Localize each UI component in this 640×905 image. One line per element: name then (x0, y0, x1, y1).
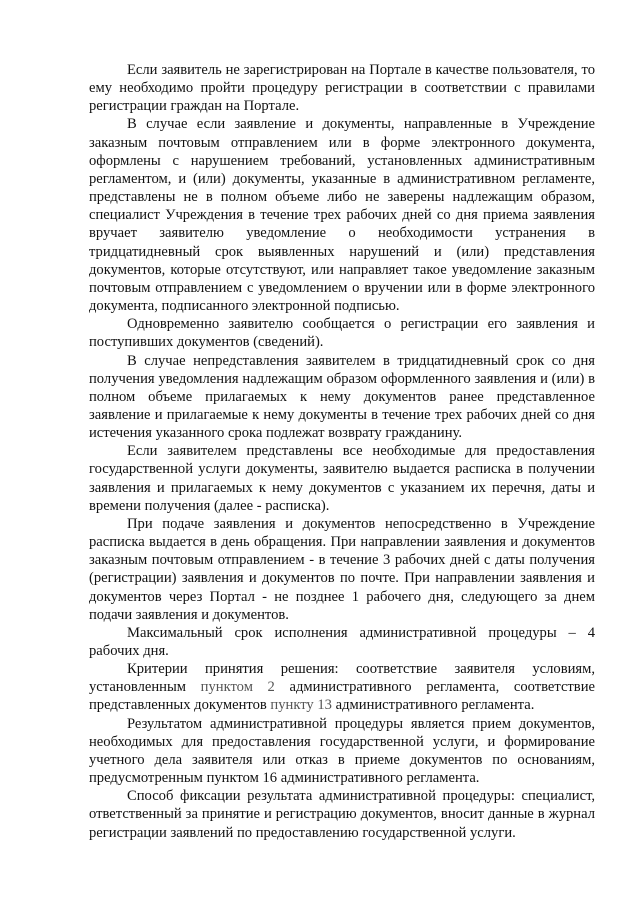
criteria-text-3: административного регламента. (331, 697, 535, 714)
paragraph-registration-message: Одновременно заявителю сообщается о регистрации его заявления и поступивших документов (сведений). (89, 316, 595, 351)
paragraph-return-documents: В случае непредставления заявителем в тридцатидневный срок со дня получения уведомления надлежащим образом оформленного заявления и (или) в полном объеме прилагаемых к нему документов ранее представленное заявление и прилагаемые к нему документы в течение трех рабочих дней со дня истечения указанного срока подлежат возврату гражданину. (89, 352, 595, 442)
paragraph-portal-registration: Если заявитель не зарегистрирован на Портале в качестве пользователя, то ему необходимо пройти процедуру регистрации в соответствии с правилами регистрации граждан на Портале. (89, 62, 595, 115)
paragraph-result-fixation: Способ фиксации результата административной процедуры: специалист, ответственный за принятие и регистрацию документов, вносит данные в журнал регистрации заявлений по предоставлению государственной услуги. (89, 788, 595, 841)
paragraph-receipt-issue: Если заявителем представлены все необходимые для предоставления государственной услуги документы, заявителю выдается расписка в получении заявления и прилагаемых к нему документов с указанием их перечня, даты и времени получения (далее - расписка). (89, 443, 595, 514)
paragraph-decision-criteria (89, 660, 595, 714)
document-page (89, 61, 595, 842)
paragraph-violation-notice: В случае если заявление и документы, направленные в Учреждение заказным почтовым отправлением или в форме электронного документа, оформлены с нарушением требований, установленных административным регламентом, и (или) документы, указанные в административном регламенте, представлены не в полном объеме либо не заверены надлежащим образом, специалист Учреждения в течение трех рабочих дней со дня приема заявления вручает заявителю уведомление о необходимости устранения в тридцатидневный срок выявленных нарушений и (или) представления документов, которые отсутствуют, или направляет такое уведомление заказным почтовым отправлением с уведомлением о вручении или в форме электронного документа, подписанного электронной подписью. (89, 116, 595, 315)
link-punkt-13[interactable]: пункту 13 (270, 697, 332, 714)
paragraph-procedure-result: Результатом административной процедуры является прием документов, необходимых для предоставления государственной услуги, и формирование учетного дела заявителя или отказ в приеме документов по основаниям, предусмотренным пунктом 16 административного регламента. (89, 715, 595, 787)
paragraph-max-duration: Максимальный срок исполнения административной процедуры – 4 рабочих дня. (89, 624, 595, 659)
criteria-text-1: Критерии принятия решения: соответствие заявителя условиям, установленным (89, 661, 595, 696)
paragraph-receipt-timing: При подаче заявления и документов непосредственно в Учреждение расписка выдается в день обращения. При направлении заявления и документов заказным почтовым отправлением - в течение 3 рабочих дней с даты получения (регистрации) заявления и документов по почте. При направлении заявления и документов через Портал - не позднее 1 рабочего дня, следующего за днем подачи заявления и документов. (89, 515, 595, 623)
criteria-text-2: административного регламента, соответствие представленных документов (89, 679, 595, 714)
link-punkt-2[interactable]: пунктом 2 (200, 679, 275, 696)
